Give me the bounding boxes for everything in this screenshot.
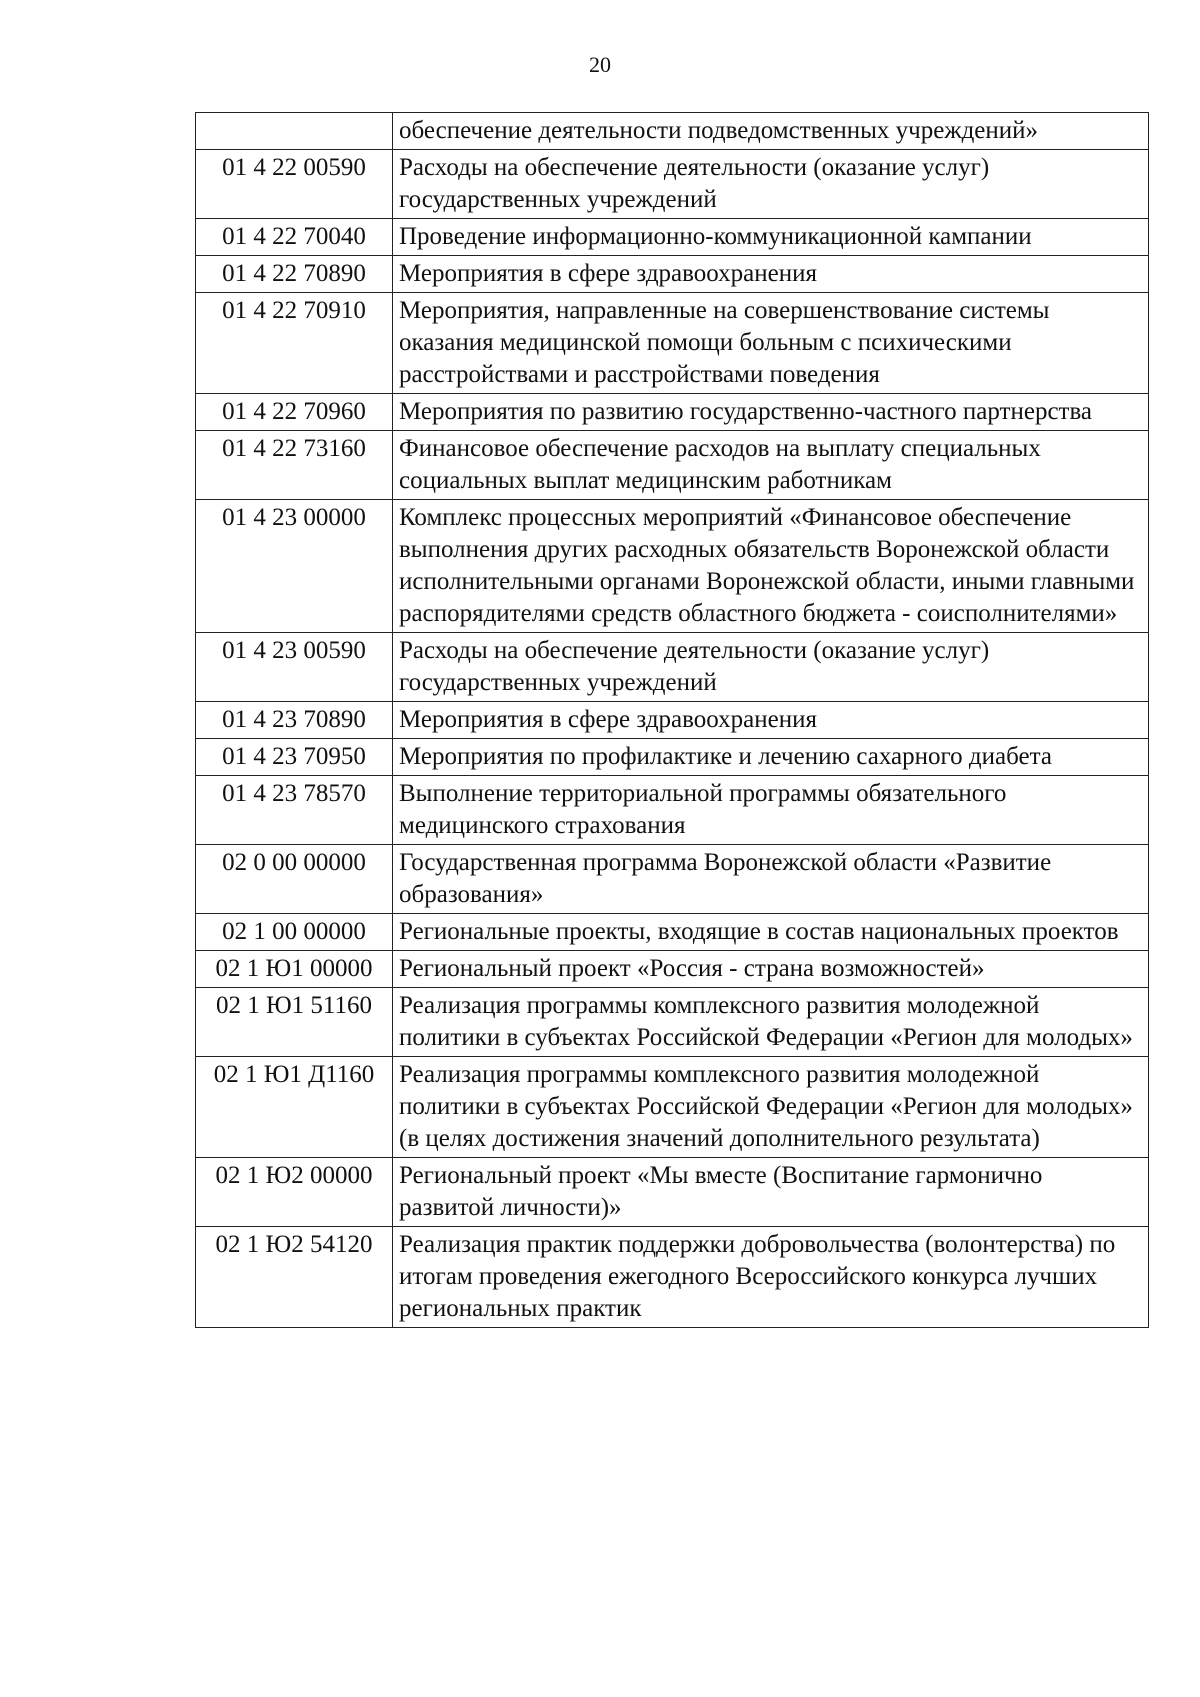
table-row — [196, 113, 1149, 150]
table-row — [196, 845, 1149, 914]
row-description: Финансовое обеспечение расходов на выплату специальных социальных выплат медицинским работникам — [393, 431, 1149, 500]
row-description: Комплекс процессных мероприятий «Финансовое обеспечение выполнения других расходных обязательств Воронежской области исполнительными органами Воронежской области, иными главными распорядителями средств областного бюджета - соисполнителями» — [393, 500, 1149, 633]
row-description: Расходы на обеспечение деятельности (оказание услуг) государственных учреждений — [393, 150, 1149, 219]
row-description: Реализация практик поддержки добровольчества (волонтерства) по итогам проведения ежегодного Всероссийского конкурса лучших региональных практик — [393, 1227, 1149, 1328]
table-row — [196, 219, 1149, 256]
table-row — [196, 1227, 1149, 1328]
row-description: Региональный проект «Мы вместе (Воспитание гармонично развитой личности)» — [393, 1158, 1149, 1227]
budget-classification-table — [195, 112, 1149, 1328]
table-body — [196, 113, 1149, 1328]
table-row — [196, 702, 1149, 739]
table-row — [196, 293, 1149, 394]
row-code: 01 4 22 70910 — [196, 293, 393, 394]
table-row — [196, 914, 1149, 951]
table-row — [196, 951, 1149, 988]
row-description: Региональные проекты, входящие в состав национальных проектов — [393, 914, 1149, 951]
row-code: 01 4 22 00590 — [196, 150, 393, 219]
row-code: 01 4 22 70960 — [196, 394, 393, 431]
row-code: 01 4 23 70950 — [196, 739, 393, 776]
row-description: Реализация программы комплексного развития молодежной политики в субъектах Российской Федерации «Регион для молодых» — [393, 988, 1149, 1057]
table-row — [196, 1158, 1149, 1227]
row-description: Государственная программа Воронежской области «Развитие образования» — [393, 845, 1149, 914]
row-description: Расходы на обеспечение деятельности (оказание услуг) государственных учреждений — [393, 633, 1149, 702]
table-row — [196, 988, 1149, 1057]
row-code: 02 1 Ю2 00000 — [196, 1158, 393, 1227]
table-row — [196, 431, 1149, 500]
row-code: 01 4 22 73160 — [196, 431, 393, 500]
table-row — [196, 776, 1149, 845]
row-description: Мероприятия в сфере здравоохранения — [393, 256, 1149, 293]
row-code: 01 4 23 00000 — [196, 500, 393, 633]
table-row — [196, 394, 1149, 431]
row-description: Реализация программы комплексного развития молодежной политики в субъектах Российской Федерации «Регион для молодых» (в целях достижения значений дополнительного результата) — [393, 1057, 1149, 1158]
row-code: 02 1 Ю1 00000 — [196, 951, 393, 988]
row-code: 02 0 00 00000 — [196, 845, 393, 914]
row-code: 02 1 Ю2 54120 — [196, 1227, 393, 1328]
row-description: Мероприятия по профилактике и лечению сахарного диабета — [393, 739, 1149, 776]
row-description: Проведение информационно-коммуникационной кампании — [393, 219, 1149, 256]
row-description: Мероприятия, направленные на совершенствование системы оказания медицинской помощи больным с психическими расстройствами и расстройствами поведения — [393, 293, 1149, 394]
row-code: 01 4 22 70040 — [196, 219, 393, 256]
row-code: 01 4 23 00590 — [196, 633, 393, 702]
row-description: Мероприятия в сфере здравоохранения — [393, 702, 1149, 739]
row-code: 01 4 23 70890 — [196, 702, 393, 739]
row-description: Мероприятия по развитию государственно-частного партнерства — [393, 394, 1149, 431]
row-description: Региональный проект «Россия - страна возможностей» — [393, 951, 1149, 988]
row-description: обеспечение деятельности подведомственных учреждений» — [393, 113, 1149, 150]
row-code: 01 4 22 70890 — [196, 256, 393, 293]
table-row — [196, 633, 1149, 702]
table-row — [196, 150, 1149, 219]
table-row — [196, 1057, 1149, 1158]
row-description: Выполнение территориальной программы обязательного медицинского страхования — [393, 776, 1149, 845]
table-row — [196, 500, 1149, 633]
table-row — [196, 739, 1149, 776]
page-number: 20 — [589, 52, 611, 77]
row-code: 02 1 Ю1 Д1160 — [196, 1057, 393, 1158]
table-row — [196, 256, 1149, 293]
row-code: 01 4 23 78570 — [196, 776, 393, 845]
row-code — [196, 113, 393, 150]
row-code: 02 1 Ю1 51160 — [196, 988, 393, 1057]
row-code: 02 1 00 00000 — [196, 914, 393, 951]
